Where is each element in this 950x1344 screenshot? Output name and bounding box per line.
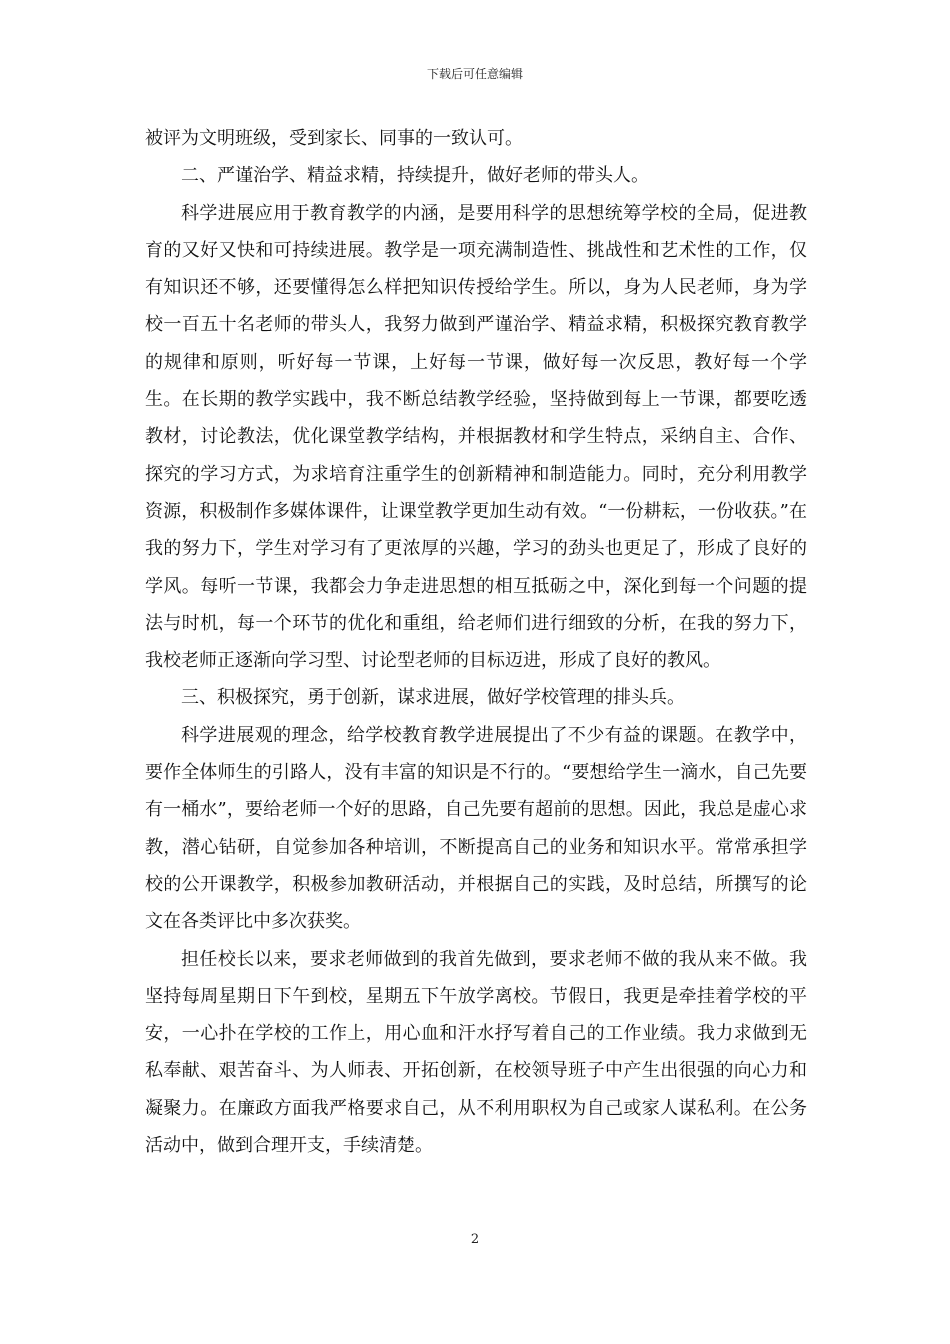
paragraph-innovation: 科学进展观的理念，给学校教育教学进展提出了不少有益的课题。在教学中，要作全体师生的引路人，没有丰富的知识是不行的。“要想给学生一滴水，自己先要有一桶水”，要给老师一个好的思路，自己先要有超前的思想。因此，我总是虚心求教，潜心钻研，自觉参加各种培训，不断提高自己的业务和知识水平。常常承担学校的公开课教学，积极参加教研活动，并根据自己的实践，及时总结，所撰写的论文在各类评比中多次获奖。 [145,724,807,933]
paragraph-principal-duties: 担任校长以来，要求老师做到的我首先做到，要求老师不做的我从来不做。我坚持每周星期日下午到校，星期五下午放学离校。节假日，我更是牵挂着学校的平安，一心扑在学校的工作上，用心血和汗水抒写着自己的工作业绩。我力求做到无私奉献、艰苦奋斗、为人师表、开拓创新，在校领导班子中产生出很强的向心力和凝聚力。在廉政方面我严格要求自己，从不利用职权为自己或家人谋私利。在公务活动中，做到合理开支，手续清楚。 [145,948,807,1157]
document-body [145,120,807,1164]
paragraph-teaching-practice: 科学进展应用于教育教学的内涵，是要用科学的思想统筹学校的全局，促进教育的又好又快和可持续进展。教学是一项充满制造性、挑战性和艺术性的工作，仅有知识还不够，还要懂得怎么样把知识传授给学生。所以，身为人民老师，身为学校一百五十名老师的带头人，我努力做到严谨治学、精益求精，积极探究教育教学的规律和原则，听好每一节课，上好每一节课，做好每一次反思，教好每一个学生。在长期的教学实践中，我不断总结教学经验，坚持做到每上一节课，都要吃透教材，讨论教法，优化课堂教学结构，并根据教材和学生特点，采纳自主、合作、探究的学习方式，为求培育注重学生的创新精神和制造能力。同时，充分利用教学资源，积极制作多媒体课件，让课堂教学更加生动有效。“一份耕耘，一份收获。”在我的努力下，学生对学习有了更浓厚的兴趣，学习的劲头也更足了，形成了良好的学风。每听一节课，我都会力争走进思想的相互抵砺之中，深化到每一个问题的提法与时机，每一个环节的优化和重组，给老师们进行细致的分析，在我的努力下，我校老师正逐渐向学习型、讨论型老师的目标迈进，形成了良好的教风。 [145,202,807,672]
section-heading-two: 二、严谨治学、精益求精，持续提升，做好老师的带头人。 [181,165,649,187]
paragraph-continuation: 被评为文明班级，受到家长、同事的一致认可。 [145,128,523,149]
section-heading-three: 三、积极探究，勇于创新，谋求进展，做好学校管理的排头兵。 [181,687,685,709]
page-header: 下载后可任意编辑 [426,67,523,81]
page-number: 2 [470,1232,480,1247]
